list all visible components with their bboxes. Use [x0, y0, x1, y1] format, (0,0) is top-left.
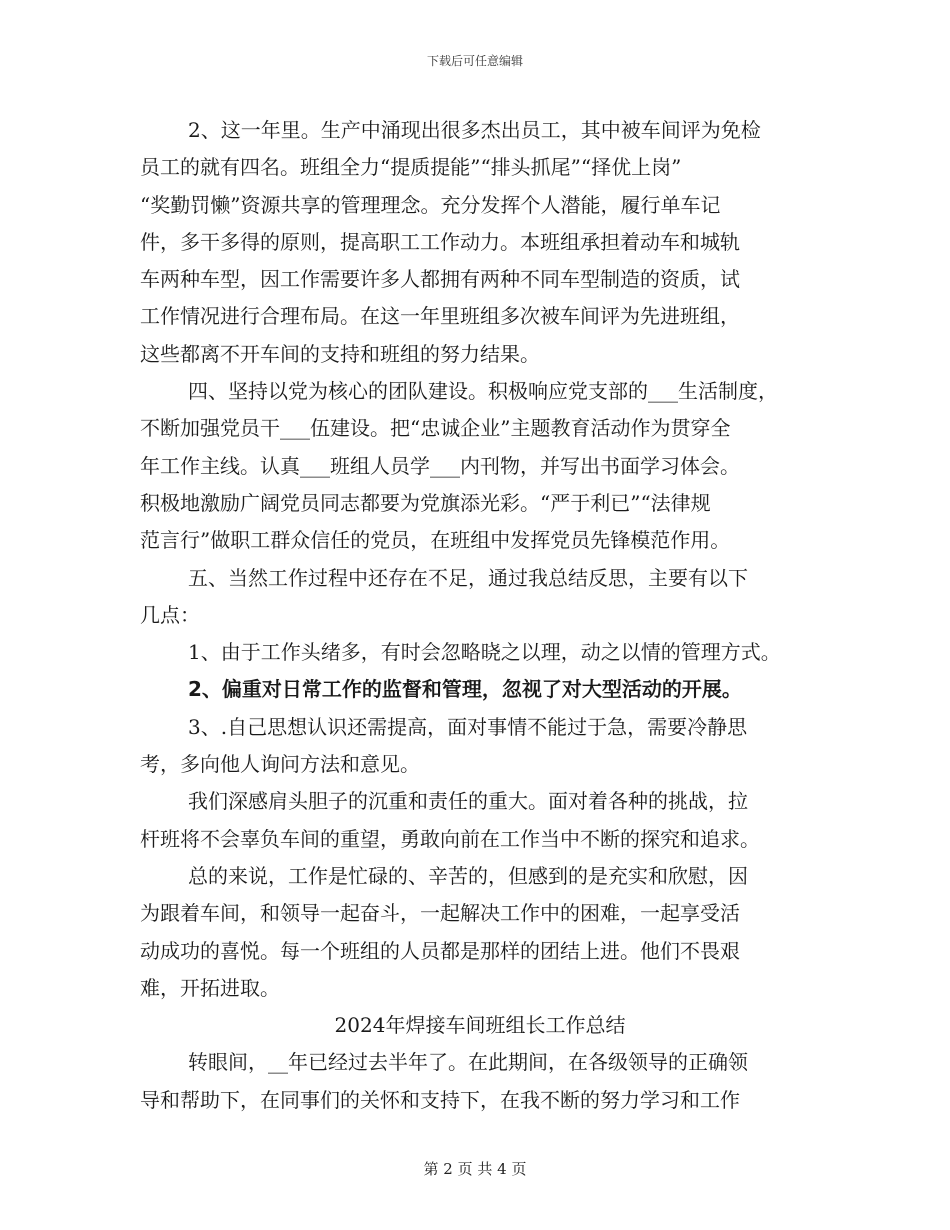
text-line: 难，开拓进取。 [140, 975, 280, 1000]
page-footer: 第 2 页 共 4 页 [423, 1160, 527, 1178]
text-line: 导和帮助下，在同事们的关怀和支持下，在我不断的努力学习和工作 [140, 1087, 740, 1112]
text-line: 积极地激励广阔党员同志都要为党旗添光彩。“严于利已”“法律规 [140, 490, 711, 515]
text-line: 1、由于工作头绪多，有时会忽略晓之以理，动之以情的管理方式。 [188, 640, 781, 665]
page-header: 下载后可任意编辑 [426, 54, 523, 68]
document-body [140, 112, 820, 1119]
text-line: 工作情况进行合理布局。在这一年里班组多次被车间评为先进班组， [140, 304, 740, 329]
text-line: 不断加强党员干___伍建设。把“忠诚企业”主题教育活动作为贯穿全 [140, 416, 731, 441]
text-line: 这些都离不开车间的支持和班组的努力结果。 [140, 341, 540, 366]
text-line: 转眼间，__年已经过去半年了。在此期间，在各级领导的正确领 [188, 1050, 748, 1075]
text-line: 2、这一年里。生产中涌现出很多杰出员工，其中被车间评为免检 [188, 118, 761, 142]
text-line: 年工作主线。认真___班组人员学___内刊物，并写出书面学习体会。 [140, 453, 740, 478]
text-line: 考，多向他人询问方法和意见。 [140, 752, 420, 777]
text-line: 员工的就有四名。班组全力“提质提能”“排头抓尾”“择优上岗” [140, 155, 682, 180]
section-title: 2024年焊接车间班组长工作总结 [334, 1013, 626, 1038]
text-line: 杆班将不会辜负车间的重望，勇敢向前在工作当中不断的探究和追求。 [140, 826, 760, 851]
text-line: 几点： [140, 602, 200, 627]
text-line: 车两种车型，因工作需要许多人都拥有两种不同车型制造的资质，试 [140, 267, 740, 292]
text-line: 件，多干多得的原则，提高职工工作动力。本班组承担着动车和城轨 [140, 229, 740, 254]
text-line: 总的来说，工作是忙碌的、辛苦的，但感到的是充实和欣慰，因 [188, 863, 748, 888]
text-line: 我们深感肩头胆子的沉重和责任的重大。面对着各种的挑战，拉 [188, 789, 748, 814]
text-line: 五、当然工作过程中还存在不足，通过我总结反思，主要有以下 [188, 565, 748, 590]
text-line: 2、偏重对日常工作的监督和管理，忽视了对大型活动的开展。 [188, 677, 742, 702]
text-line: 四、坚持以党为核心的团队建设。积极响应党支部的___生活制度， [188, 379, 778, 404]
text-line: “奖勤罚懒”资源共享的管理理念。充分发挥个人潜能，履行单车记 [140, 192, 721, 217]
text-line: 范言行”做职工群众信任的党员，在班组中发挥党员先锋模范作用。 [140, 528, 731, 553]
text-line: 为跟着车间，和领导一起奋斗，一起解决工作中的困难，一起享受活 [140, 901, 740, 926]
text-line: 3、.自己思想认识还需提高，面对事情不能过于急，需要冷静思 [188, 714, 748, 739]
text-line: 动成功的喜悦。每一个班组的人员都是那样的团结上进。他们不畏艰 [140, 938, 740, 963]
